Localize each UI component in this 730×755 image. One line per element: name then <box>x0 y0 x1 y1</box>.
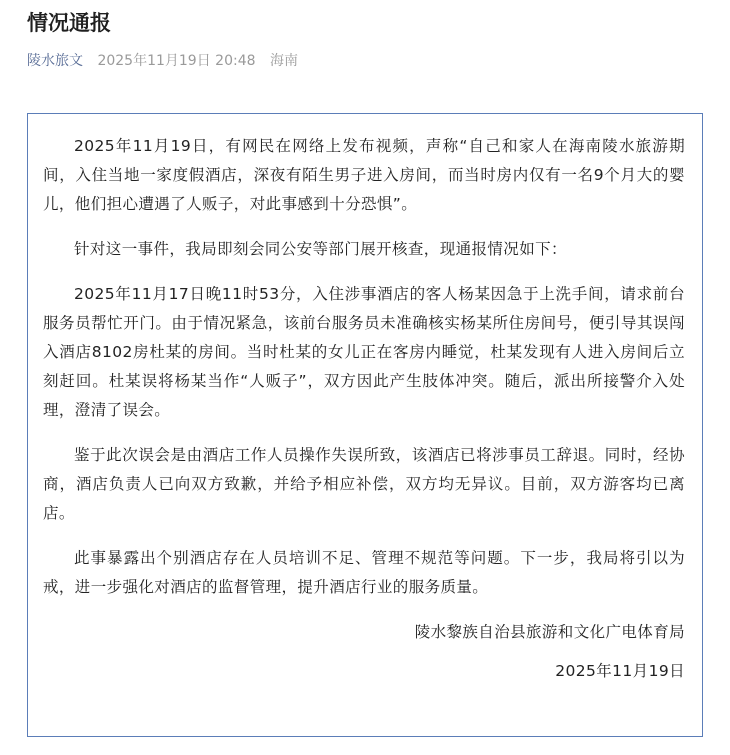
article-title: 情况通报 <box>27 11 111 35</box>
notice-paragraph: 2025年11月17日晚11时53分，入住涉事酒店的客人杨某因急于上洗手间，请求前台服务员帮忙开门。由于情况紧急，该前台服务员未准确核实杨某所住房间号，便引导其误闯入酒店8102房杜某的房间。当时杜某的女儿正在客房内睡觉，杜某发现有人进入房间后立刻赶回。杜某误将杨某当作“人贩子”，双方因此产生肢体冲突。随后，派出所接警介入处理，澄清了误会。 <box>43 285 685 419</box>
notice-paragraph: 针对这一事件，我局即刻会同公安等部门展开核查，现通报情况如下： <box>74 240 567 258</box>
publish-datetime: 2025年11月19日 20:48 <box>97 53 256 69</box>
issue-date: 2025年11月19日 <box>555 662 685 680</box>
notice-paragraph: 鉴于此次误会是由酒店工作人员操作失误所致，该酒店已将涉事员工辞退。同时，经协商，酒店负责人已向双方致歉，并给予相应补偿，双方均无异议。目前，双方游客均已离店。 <box>43 446 685 522</box>
notice-content-box <box>27 113 703 737</box>
article-meta <box>27 51 298 71</box>
notice-paragraph: 2025年11月19日，有网民在网络上发布视频，声称“自己和家人在海南陵水旅游期间，入住当地一家度假酒店，深夜有陌生男子进入房间，而当时房内仅有一名9个月大的婴儿，他们担心遭遇了人贩子，对此事感到十分恐惧”。 <box>43 137 685 213</box>
publish-location: 海南 <box>269 53 298 69</box>
account-name-link[interactable]: 陵水旅文 <box>27 53 83 69</box>
issuer-signature: 陵水黎族自治县旅游和文化广电体育局 <box>414 623 685 641</box>
notice-paragraph: 此事暴露出个别酒店存在人员培训不足、管理不规范等问题。下一步，我局将引以为戒，进一步强化对酒店的监督管理，提升酒店行业的服务质量。 <box>43 549 685 596</box>
